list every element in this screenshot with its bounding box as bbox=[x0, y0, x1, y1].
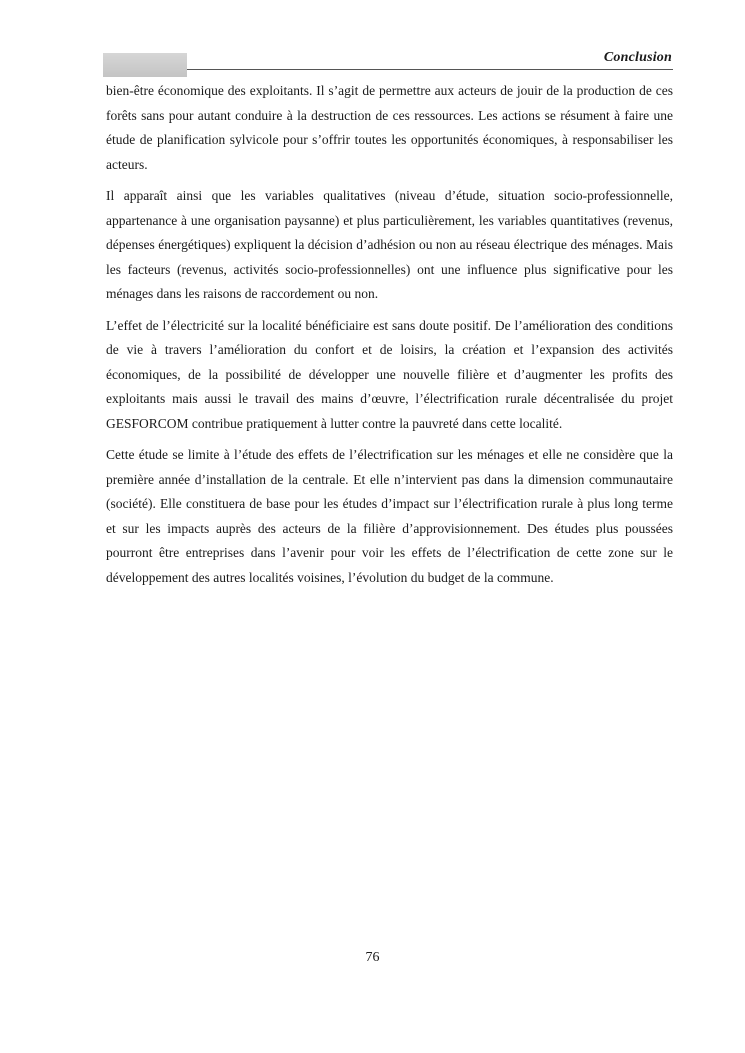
running-header-title: Conclusion bbox=[603, 50, 672, 65]
page-number: 76 bbox=[365, 950, 380, 965]
page-body bbox=[106, 79, 673, 597]
body-paragraph: bien-être économique des exploitants. Il s’agit de permettre aux acteurs de jouir de la production de ces forêts sans pour autant conduire à la destruction de ces ressources. Les actions se résument à faire une étude de planification sylvicole pour s’offrir toutes les opportunités économiques, à responsabiliser les acteurs. bbox=[106, 83, 673, 172]
header-logo-placeholder bbox=[103, 53, 187, 77]
body-paragraph: Il apparaît ainsi que les variables qualitatives (niveau d’étude, situation socio-professionnelle, appartenance à une organisation paysanne) et plus particulièrement, les variables quantitatives (revenus, dépenses énergétiques) expliquent la décision d’adhésion ou non au réseau électrique des ménages. Mais les facteurs (revenus, activités socio-professionnelles) ont une influence plus significative pour les ménages dans les raisons de raccordement ou non. bbox=[106, 188, 673, 301]
body-paragraph: L’effet de l’électricité sur la localité bénéficiaire est sans doute positif. De l’amélioration des conditions de vie à travers l’amélioration du confort et de loisirs, la création et l’expansion des activités économiques, de la possibilité de développer une nouvelle filière et d’augmenter les profits des exploitants mais aussi le travail des mains d’œuvre, l’électrification rurale décentralisée du projet GESFORCOM contribue pratiquement à lutter contre la pauvreté dans cette localité. bbox=[106, 317, 673, 431]
header-divider bbox=[187, 69, 673, 70]
body-paragraph: Cette étude se limite à l’étude des effets de l’électrification sur les ménages et elle ne considère que la première année d’installation de la centrale. Et elle n’intervient pas dans la dimension communautaire (société). Elle constituera de base pour les études d’impact sur l’électrification rurale à plus long terme et sur les impacts auprès des acteurs de la filière d’approvisionnement. Des études plus poussées pourront être entreprises dans l’avenir pour voir les effets de l’électrification de cette zone sur le développement des autres localités voisines, l’évolution du budget de la commune. bbox=[106, 447, 673, 585]
